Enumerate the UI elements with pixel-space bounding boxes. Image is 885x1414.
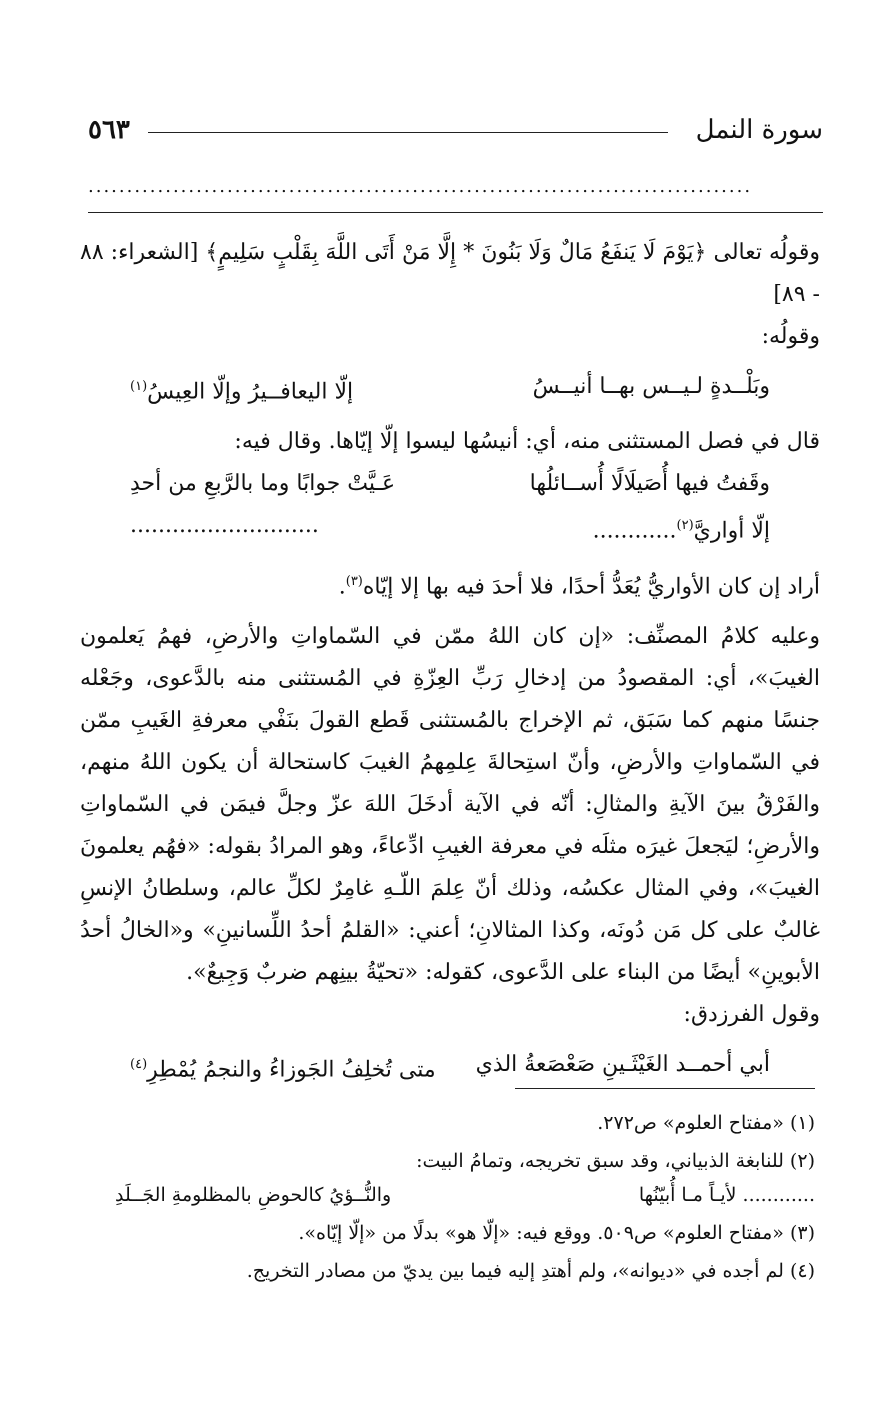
text-line: وقول الفرزدق: [683, 1001, 820, 1027]
footnote-mark: (١) [130, 379, 148, 394]
surah-title: سورة النمل [695, 115, 823, 145]
poetry-verse [130, 463, 770, 505]
footnote-verse [115, 1180, 815, 1210]
footnote-3: (٣) «مفتاح العلوم» ص٥٠٩. ووقع فيه: «إلّا هو» بدلًا من «إلّا إيّاه». [298, 1222, 815, 1244]
footnote-mark: (٣) [345, 573, 363, 589]
verse-hemistich-right: وبَلْــدةٍ لـيــس بهــا أنيــسُ [532, 374, 770, 399]
footnote-2: (٢) للنابغة الذبياني، وقد سبق تخريجه، وتمامُ البيت: [416, 1150, 815, 1172]
text-line: وقولُه: [761, 324, 820, 349]
text-line: أراد إن كان الأواريُّ يُعَدُّ أحدًا، فلا أحدَ فيه بها إلا إيّاه$^{(٣)}$. [338, 573, 820, 599]
main-text [80, 232, 820, 1091]
page-number: ٥٦٣ [88, 115, 130, 145]
verse-hemistich-right: ............ لأيـاً مـا أُبيّنُها [638, 1184, 815, 1206]
footnotes [80, 1108, 815, 1294]
footnote-mark: (٢) [676, 518, 694, 534]
quran-quote-paragraph: وقولُه تعالى ﴿يَوْمَ لَا يَنفَعُ مَالٌ وَلَا بَنُونَ * إِلَّا مَنْ أَتَى اللَّهَ بِقَلْبٍ سَلِيمٍ﴾ [الشعراء: ٨٨ - ٨٩] [80, 240, 820, 307]
header-rule [148, 132, 668, 133]
footnote-4: (٤) لم أجده في «ديوانه»، ولم أهتدِ إليه فيما بين يديّ من مصادر التخريج. [246, 1260, 815, 1282]
commentary-paragraph: وعليه كلامُ المصنِّف: «إن كان اللهُ ممّن في السّماواتِ والأرضِ، فهمُ يَعلمون الغيبَ»، أي: المقصودُ من إدخالِ رَبِّ العِزّةِ في المُستثنى منه بالدَّعوى، وجَعْله جنسًا منهم كما سَبَق، ثم الإخراج بالمُستثنى قَطع القولَ بنَفْي معرفةِ الغَيبِ ممّن في السّماواتِ والأرضِ، وأنّ استِحالةَ عِلمِهمُ الغيبَ كاستحالة أن يكون اللهُ منهم، والفَرْقُ بينَ الآيةِ والمثالِ: أنّه في الآية أدخَلَ اللهَ عزّ وجلَّ فيمَن في السّماواتِ والأرضِ؛ ليَجعلَ غيرَه مثلَه في معرفة الغيبِ ادِّعاءً، وهو المرادُ بقوله: «فهُم يعلمونَ الغيبَ»، وفي المثال عكسُه، وذلك أنّ عِلمَ اللّـهِ غامِرٌ لكلِّ عالم، وسلطانُ الإنسِ غالبٌ على كل مَن دُونَه، وكذا المثالانِ؛ أعني: «القلمُ أحدُ اللِّسانينِ» و«الخالُ أحدُ الأبوينِ» أيضًا من البناء على الدَّعوى، كقوله: «تحيّةُ بينِهم ضربٌ وَجِيعٌ». [80, 623, 820, 985]
verse-hemistich-left: متى تُخلِفُ الجَوزاءُ والنجمُ يُمْطِرِ$^{(٤)}$ [130, 1056, 436, 1083]
dotted-line: ...................................................................................... [88, 178, 753, 196]
poetry-verse [130, 505, 770, 552]
page-header [88, 110, 823, 150]
verse-hemistich-left: والنُّــؤيُ كالحوضِ بالمظلومةِ الجَــلَدِ [115, 1184, 392, 1206]
header-divider [88, 212, 823, 213]
poetry-verse [130, 366, 770, 413]
footnote-1: (١) «مفتاح العلوم» ص٢٧٢. [597, 1112, 815, 1134]
verse-hemistich-right: إلّا أواريَّ$^{(٢)}$............ [592, 518, 770, 544]
verse-hemistich-left: إلّا اليعافــيرُ وإلّا العِيسُ$^{(١)}$ [130, 379, 354, 405]
verse-dots: ........................... [130, 513, 319, 539]
verse-hemistich-right: وقَفتُ فيها أُصَيلَالًا أُســائلُها [529, 471, 770, 497]
verse-hemistich-left: عَـيَّتْ جوابًا وما بالرَّبعِ من أحدِ [130, 471, 396, 497]
footnote-mark: (٤) [130, 1056, 148, 1072]
footnote-divider [515, 1088, 815, 1089]
poetry-verse [130, 1044, 770, 1091]
verse-hemistich-right: أبي أحمــد الغَيْثَـينِ صَعْصَعةُ الذي [475, 1051, 770, 1077]
text-line: قال في فصل المستثنى منه، أي: أنيسُها ليسوا إلّا إيّاها. وقال فيه: [234, 429, 820, 455]
